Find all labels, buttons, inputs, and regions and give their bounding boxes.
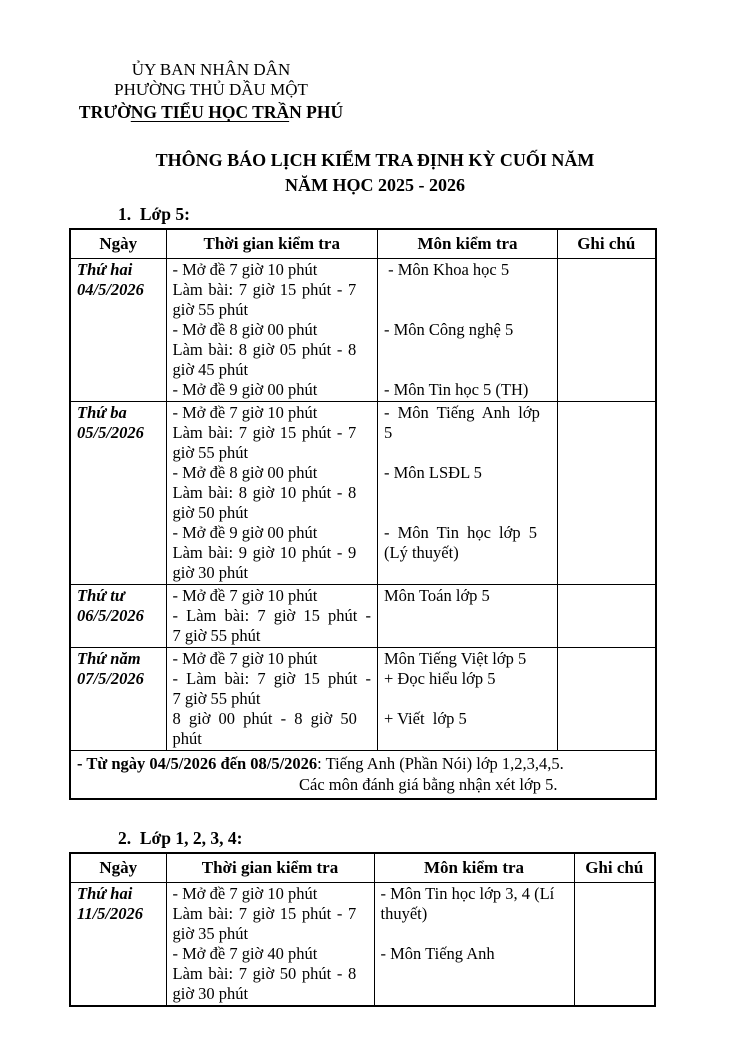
subject-line: thuyết): [380, 904, 428, 923]
time-line: - Mở đề 9 giờ 00 phút: [172, 380, 318, 399]
subject-line: [384, 729, 551, 749]
footer-note-line-1: [77, 753, 649, 774]
subject-line: [384, 360, 551, 380]
time-line: giờ 45 phút: [172, 360, 249, 379]
col-header-mon: Môn kiểm tra: [378, 229, 558, 259]
note-cell: [558, 259, 656, 402]
exam-table-grades1234: [69, 852, 656, 1007]
time-line: - Mở đề 8 giờ 00 phút: [172, 320, 318, 339]
school-name-post: N PHÚ: [289, 102, 344, 122]
time-line: - Mở đề 7 giờ 40 phút: [172, 944, 318, 963]
org-header: [68, 60, 354, 122]
time-line: Làm bài: 7 giờ 15 phút - 7: [172, 904, 357, 923]
subject-line: - Môn Tiếng Anh lớp: [384, 403, 540, 422]
time-line: - Mở đề 7 giờ 10 phút: [172, 586, 318, 605]
date-cell: [70, 402, 166, 585]
footer-note-dates: - Từ ngày 04/5/2026 đến 08/5/2026: [77, 754, 318, 773]
date-cell: [70, 259, 166, 402]
time-line: - Làm bài: 7 giờ 15 phút -: [172, 606, 371, 625]
day-label: Thứ tư: [77, 586, 125, 605]
school-name-underlined: NG TIỂU HỌC TRẦ: [130, 102, 290, 122]
subject-cell: [378, 585, 558, 648]
subject-line: + Đọc hiểu lớp 5: [384, 669, 496, 688]
subject-line: Môn Toán lớp 5: [384, 586, 490, 605]
col-header-ghi-chu: Ghi chú: [558, 229, 656, 259]
time-line: 7 giờ 55 phút: [172, 689, 261, 708]
time-cell: [166, 585, 378, 648]
time-line: giờ 30 phút: [172, 563, 249, 582]
subject-line: + Viết lớp 5: [384, 709, 467, 728]
footer-note-line-2: Các môn đánh giá bằng nhận xét lớp 5.: [299, 775, 558, 794]
subject-line: [384, 689, 551, 709]
time-cell: [166, 883, 374, 1007]
col-header-thoi-gian: Thời gian kiểm tra: [166, 229, 378, 259]
time-line: - Mở đề 8 giờ 00 phút: [172, 463, 318, 482]
table-header-row: [70, 853, 655, 883]
day-label: Thứ năm: [77, 649, 141, 668]
subject-line: [384, 563, 551, 583]
time-line: - Mở đề 7 giờ 10 phút: [172, 884, 318, 903]
time-line: phút: [172, 729, 202, 748]
table-row-monday: [70, 883, 655, 1007]
footer-note-cell: [70, 751, 656, 800]
document-title: [0, 148, 750, 198]
date-label: 11/5/2026: [77, 904, 144, 923]
time-line: giờ 30 phút: [172, 984, 249, 1003]
subject-line: [384, 626, 551, 646]
time-line: 7 giờ 55 phút: [172, 626, 261, 645]
subject-cell: [374, 883, 574, 1007]
day-label: Thứ hai: [77, 260, 133, 279]
table-row-tuesday: [70, 402, 656, 585]
subject-line: - Môn Tin học lớp 5: [384, 523, 537, 542]
subject-line: [384, 483, 551, 503]
time-line: 8 giờ 00 phút - 8 giờ 50: [172, 709, 357, 728]
date-label: 07/5/2026: [77, 669, 144, 688]
time-line: Làm bài: 7 giờ 15 phút - 7: [172, 423, 357, 442]
subject-line: - Môn Khoa học 5: [384, 260, 510, 279]
col-header-ngay: Ngày: [70, 229, 166, 259]
subject-line: (Lý thuyết): [384, 543, 459, 562]
time-line: Làm bài: 7 giờ 15 phút - 7: [172, 280, 357, 299]
footer-note-text: : Tiếng Anh (Phần Nói) lớp 1,2,3,4,5.: [317, 754, 564, 773]
subject-line: 5: [384, 423, 393, 442]
note-cell: [558, 585, 656, 648]
time-line: Làm bài: 8 giờ 10 phút - 8: [172, 483, 357, 502]
date-label: 05/5/2026: [77, 423, 144, 442]
note-cell: [558, 402, 656, 585]
subject-line: [381, 924, 568, 944]
subject-line: [381, 984, 568, 1004]
subject-line: - Môn LSĐL 5: [384, 463, 482, 482]
school-name-pre: TRƯỜ: [78, 102, 131, 122]
subject-line: [384, 443, 551, 463]
subject-line: - Môn Tin học lớp 3, 4 (Lí: [380, 884, 555, 903]
col-header-mon: Môn kiểm tra: [374, 853, 574, 883]
subject-line: [384, 280, 551, 300]
col-header-thoi-gian: Thời gian kiểm tra: [166, 853, 374, 883]
subject-line: - Môn Tiếng Anh: [380, 944, 495, 963]
subject-line: Môn Tiếng Việt lớp 5: [384, 649, 527, 668]
org-line-1: ỦY BAN NHÂN DÂN: [131, 60, 291, 79]
section-2-label: 2. Lớp 1, 2, 3, 4:: [118, 828, 243, 848]
title-line-1: THÔNG BÁO LỊCH KIỂM TRA ĐỊNH KỲ CUỐI NĂM: [155, 150, 595, 170]
date-label: 04/5/2026: [77, 280, 144, 299]
org-line-2: PHƯỜNG THỦ DẦU MỘT: [114, 80, 308, 99]
time-line: giờ 55 phút: [172, 443, 249, 462]
time-line: - Mở đề 9 giờ 00 phút: [172, 523, 318, 542]
col-header-ghi-chu: Ghi chú: [574, 853, 655, 883]
date-label: 06/5/2026: [77, 606, 144, 625]
time-line: giờ 50 phút: [172, 503, 249, 522]
time-line: - Mở đề 7 giờ 10 phút: [172, 403, 318, 422]
day-label: Thứ ba: [77, 403, 127, 422]
time-line: - Mở đề 7 giờ 10 phút: [172, 649, 318, 668]
subject-line: [384, 503, 551, 523]
subject-line: - Môn Công nghệ 5: [384, 320, 514, 339]
table-footer-row: [70, 751, 656, 800]
exam-table-grade5: [69, 228, 657, 800]
time-line: Làm bài: 7 giờ 50 phút - 8: [172, 964, 357, 983]
subject-cell: [378, 402, 558, 585]
subject-line: [381, 964, 568, 984]
table-row-wednesday: [70, 585, 656, 648]
time-line: - Mở đề 7 giờ 10 phút: [172, 260, 318, 279]
subject-line: [384, 606, 551, 626]
subject-line: [384, 340, 551, 360]
table-row-thursday: [70, 648, 656, 751]
date-cell: [70, 883, 166, 1007]
table-row-monday: [70, 259, 656, 402]
time-line: - Làm bài: 7 giờ 15 phút -: [172, 669, 371, 688]
date-cell: [70, 585, 166, 648]
title-line-2: NĂM HỌC 2025 - 2026: [285, 175, 465, 195]
time-cell: [166, 259, 378, 402]
time-cell: [166, 648, 378, 751]
school-name: [68, 102, 354, 122]
time-cell: [166, 402, 378, 585]
time-line: Làm bài: 9 giờ 10 phút - 9: [172, 543, 357, 562]
subject-line: [384, 300, 551, 320]
note-cell: [574, 883, 655, 1007]
subject-line: - Môn Tin học 5 (TH): [384, 380, 529, 399]
subject-cell: [378, 259, 558, 402]
subject-cell: [378, 648, 558, 751]
day-label: Thứ hai: [77, 884, 133, 903]
col-header-ngay: Ngày: [70, 853, 166, 883]
time-line: Làm bài: 8 giờ 05 phút - 8: [172, 340, 357, 359]
note-cell: [558, 648, 656, 751]
time-line: giờ 35 phút: [172, 924, 249, 943]
table-header-row: [70, 229, 656, 259]
section-1-label: 1. Lớp 5:: [118, 204, 190, 224]
date-cell: [70, 648, 166, 751]
time-line: giờ 55 phút: [172, 300, 249, 319]
